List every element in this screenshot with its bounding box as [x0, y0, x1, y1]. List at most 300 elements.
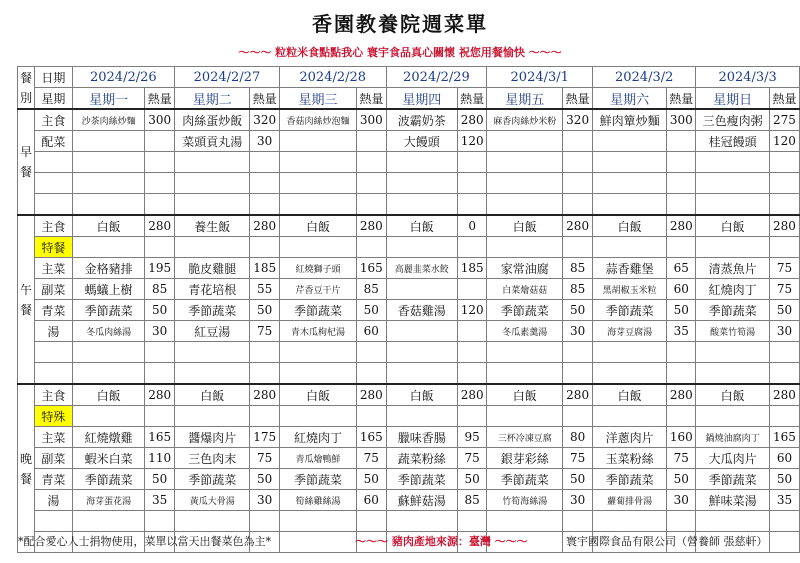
calorie-cell: 50: [145, 300, 174, 321]
dish-cell: 黑胡椒玉米粒: [593, 279, 667, 300]
empty-cell: [279, 363, 356, 385]
empty-cell: [357, 152, 386, 173]
dish-cell: 白飯: [72, 384, 145, 406]
dish-cell: 冬瓜素羹湯: [487, 321, 563, 342]
dish-cell: 白飯: [593, 215, 667, 237]
empty-cell: [696, 342, 770, 363]
dish-cell: 沙茶肉絲炒麵: [72, 109, 145, 131]
row-label: 副菜: [35, 448, 73, 469]
weekday-header: 星期三: [279, 88, 356, 110]
calorie-cell: 75: [769, 258, 799, 279]
calorie-cell: 30: [667, 490, 696, 511]
dish-cell: 紅燒肉丁: [279, 427, 356, 448]
dish-cell: 蘿蔔排骨湯: [593, 490, 667, 511]
calorie-cell: 280: [457, 384, 486, 406]
empty-cell: [457, 511, 486, 532]
calorie-cell: 300: [145, 109, 174, 131]
dish-cell: 白飯: [386, 384, 457, 406]
dish-cell: 季節蔬菜: [279, 300, 356, 321]
empty-cell: [357, 363, 386, 385]
calorie-cell: 280: [250, 215, 279, 237]
dish-cell: 脆皮雞腿: [174, 258, 250, 279]
empty-cell: [593, 194, 667, 216]
calorie-cell: [457, 321, 486, 342]
empty-cell: [593, 152, 667, 173]
empty-cell: [72, 363, 145, 385]
empty-cell: [174, 342, 250, 363]
empty-cell: [279, 152, 356, 173]
dish-cell: 季節蔬菜: [174, 469, 250, 490]
empty-cell: [563, 173, 593, 194]
empty-cell: [386, 152, 457, 173]
dish-cell: 鍋燒油腐肉丁: [696, 427, 770, 448]
empty-cell: [386, 363, 457, 385]
dish-cell: 蔬菜粉絲: [386, 448, 457, 469]
empty-cell: [563, 363, 593, 385]
table-row: [18, 406, 800, 427]
calorie-cell: 75: [563, 448, 593, 469]
dish-cell: 白飯: [487, 215, 563, 237]
calorie-cell: 175: [250, 427, 279, 448]
empty-cell: [145, 173, 174, 194]
calories-header: 熱量: [667, 88, 696, 110]
calories-header: 熱量: [250, 88, 279, 110]
empty-cell: [769, 532, 799, 553]
calorie-cell: 55: [250, 279, 279, 300]
calorie-cell: 50: [563, 469, 593, 490]
empty-cell: [487, 406, 563, 427]
calorie-cell: 85: [145, 279, 174, 300]
dish-cell: 季節蔬菜: [696, 300, 770, 321]
empty-cell: [563, 152, 593, 173]
dish-cell: 香菇雞湯: [386, 300, 457, 321]
calorie-cell: 280: [769, 384, 799, 406]
dish-cell: 季節蔬菜: [593, 300, 667, 321]
date-header: 2024/2/29: [386, 67, 487, 88]
table-row: [18, 300, 800, 321]
table-row: [18, 131, 800, 152]
calorie-cell: 60: [667, 279, 696, 300]
empty-cell: [457, 406, 486, 427]
calorie-cell: 50: [457, 469, 486, 490]
empty-cell: [696, 152, 770, 173]
empty-cell: [174, 363, 250, 385]
row-label: [35, 173, 73, 194]
special-meal-label: 特殊: [35, 406, 73, 427]
empty-cell: [563, 342, 593, 363]
calorie-cell: 280: [250, 384, 279, 406]
dish-cell: 醬爆肉片: [174, 427, 250, 448]
dish-cell: 竹筍海絲湯: [487, 490, 563, 511]
dish-cell: [593, 131, 667, 152]
empty-cell: [487, 152, 563, 173]
dish-cell: 白飯: [487, 384, 563, 406]
empty-cell: [145, 342, 174, 363]
empty-cell: [769, 173, 799, 194]
calorie-cell: 50: [769, 469, 799, 490]
empty-cell: [145, 194, 174, 216]
weekday-header: 星期一: [72, 88, 145, 110]
dish-cell: 季節蔬菜: [72, 300, 145, 321]
calorie-cell: 75: [250, 321, 279, 342]
empty-cell: [667, 173, 696, 194]
empty-cell: [250, 152, 279, 173]
meal-label-lunch: 午餐: [18, 215, 35, 384]
dish-cell: [386, 279, 457, 300]
empty-cell: [386, 173, 457, 194]
dish-cell: [279, 131, 356, 152]
empty-cell: [769, 194, 799, 216]
empty-cell: [457, 173, 486, 194]
table-row: [18, 321, 800, 342]
empty-cell: [593, 511, 667, 532]
empty-cell: [457, 342, 486, 363]
empty-cell: [357, 237, 386, 258]
empty-cell: [174, 173, 250, 194]
row-label: [35, 511, 73, 532]
dish-cell: 季節蔬菜: [72, 469, 145, 490]
calorie-cell: 75: [250, 448, 279, 469]
calorie-cell: 50: [250, 469, 279, 490]
row-label: 主菜: [35, 427, 73, 448]
calories-header: 熱量: [769, 88, 799, 110]
row-label: [35, 363, 73, 385]
table-row: [18, 448, 800, 469]
empty-cell: [72, 194, 145, 216]
weekday-header: 星期五: [487, 88, 563, 110]
dish-cell: 螞蟻上樹: [72, 279, 145, 300]
dish-cell: [386, 321, 457, 342]
empty-cell: [667, 342, 696, 363]
empty-cell: [487, 342, 563, 363]
empty-cell: [145, 363, 174, 385]
dish-cell: 季節蔬菜: [696, 469, 770, 490]
empty-cell: [563, 406, 593, 427]
empty-cell: [72, 406, 145, 427]
empty-cell: [174, 511, 250, 532]
dish-cell: 季節蔬菜: [386, 469, 457, 490]
date-header: 2024/3/3: [696, 67, 800, 88]
calorie-cell: [145, 131, 174, 152]
calorie-cell: 280: [563, 215, 593, 237]
dish-cell: [72, 131, 145, 152]
empty-cell: [279, 532, 356, 553]
calorie-cell: 50: [357, 469, 386, 490]
weekday-header: 星期六: [593, 88, 667, 110]
dish-cell: 青木瓜枸杞湯: [279, 321, 356, 342]
empty-cell: [696, 173, 770, 194]
empty-cell: [769, 152, 799, 173]
empty-cell: [593, 173, 667, 194]
empty-cell: [72, 342, 145, 363]
calorie-cell: 280: [357, 384, 386, 406]
slogan-banner: ～～～ 粒粒米食點點我心 寰宇食品真心關懷 祝您用餐愉快 ～～～: [238, 46, 562, 59]
date-label: 日期: [35, 67, 73, 88]
calorie-cell: 60: [357, 321, 386, 342]
dish-cell: [487, 131, 563, 152]
calorie-cell: 110: [145, 448, 174, 469]
empty-cell: [279, 511, 356, 532]
calorie-cell: 280: [667, 215, 696, 237]
calorie-cell: 280: [769, 215, 799, 237]
calorie-cell: 300: [357, 109, 386, 131]
table-row: [18, 173, 800, 194]
table-row: [18, 258, 800, 279]
row-label: 湯: [35, 321, 73, 342]
dish-cell: 紅燒肉丁: [696, 279, 770, 300]
menu-title: 香園教養院週菜單: [312, 12, 488, 36]
calorie-cell: 280: [563, 384, 593, 406]
empty-cell: [386, 511, 457, 532]
dish-cell: 洋蔥肉片: [593, 427, 667, 448]
calorie-cell: 165: [769, 427, 799, 448]
calorie-cell: 50: [357, 300, 386, 321]
calorie-cell: 75: [357, 448, 386, 469]
company-credit: 寰宇國際食品有限公司（營養師 張慈軒）: [566, 535, 768, 548]
empty-cell: [250, 406, 279, 427]
calorie-cell: 35: [667, 321, 696, 342]
dish-cell: 季節蔬菜: [487, 300, 563, 321]
calorie-cell: 280: [145, 384, 174, 406]
empty-cell: [279, 406, 356, 427]
empty-cell: [145, 152, 174, 173]
calorie-cell: 280: [667, 384, 696, 406]
table-row: [18, 490, 800, 511]
calorie-cell: 60: [769, 448, 799, 469]
empty-cell: [769, 363, 799, 385]
calorie-cell: 85: [357, 279, 386, 300]
calorie-cell: 165: [357, 258, 386, 279]
dish-cell: 冬瓜肉絲湯: [72, 321, 145, 342]
calorie-cell: 65: [667, 258, 696, 279]
calorie-cell: 35: [145, 490, 174, 511]
empty-cell: [593, 342, 667, 363]
empty-cell: [72, 173, 145, 194]
calorie-cell: 165: [357, 427, 386, 448]
dish-cell: 白飯: [279, 215, 356, 237]
calorie-cell: 75: [667, 448, 696, 469]
calorie-cell: 95: [457, 427, 486, 448]
empty-cell: [769, 511, 799, 532]
calorie-cell: [563, 131, 593, 152]
dish-cell: 紅燒獅子頭: [279, 258, 356, 279]
empty-cell: [487, 173, 563, 194]
table-row: [18, 469, 800, 490]
empty-cell: [279, 173, 356, 194]
date-header: 2024/3/1: [487, 67, 593, 88]
calories-header: 熱量: [357, 88, 386, 110]
empty-cell: [145, 237, 174, 258]
calorie-cell: 195: [145, 258, 174, 279]
calorie-cell: 50: [563, 300, 593, 321]
empty-cell: [72, 237, 145, 258]
empty-cell: [357, 342, 386, 363]
calorie-cell: 60: [357, 490, 386, 511]
row-label: 主食: [35, 215, 73, 237]
table-row: [18, 152, 800, 173]
calorie-cell: 30: [769, 321, 799, 342]
empty-cell: [563, 237, 593, 258]
empty-cell: [593, 363, 667, 385]
empty-cell: [250, 342, 279, 363]
empty-cell: [145, 511, 174, 532]
dish-cell: 芹香豆干片: [279, 279, 356, 300]
calorie-cell: 75: [457, 448, 486, 469]
table-row: [18, 384, 800, 406]
empty-cell: [667, 237, 696, 258]
table-row: [18, 511, 800, 532]
calorie-cell: 165: [145, 427, 174, 448]
dish-cell: 酸菜竹筍湯: [696, 321, 770, 342]
dish-cell: 白菜燴菇菇: [487, 279, 563, 300]
dish-cell: 季節蔬菜: [174, 300, 250, 321]
empty-cell: [667, 511, 696, 532]
calorie-cell: 320: [250, 109, 279, 131]
dish-cell: 麻香肉絲炒米粉: [487, 109, 563, 131]
empty-cell: [357, 194, 386, 216]
table-row: [18, 67, 800, 88]
calorie-cell: 30: [250, 131, 279, 152]
empty-cell: [696, 363, 770, 385]
table-row: [18, 88, 800, 110]
calorie-cell: 50: [667, 469, 696, 490]
empty-cell: [696, 406, 770, 427]
calorie-cell: 120: [457, 300, 486, 321]
empty-cell: [279, 194, 356, 216]
empty-cell: [457, 152, 486, 173]
empty-cell: [696, 194, 770, 216]
calorie-cell: 275: [769, 109, 799, 131]
empty-cell: [667, 363, 696, 385]
calorie-cell: 280: [457, 109, 486, 131]
empty-cell: [769, 342, 799, 363]
pork-origin-note: ～～～ 豬肉產地來源：臺灣 ～～～: [355, 535, 528, 548]
row-label: 主食: [35, 384, 73, 406]
table-row: [18, 215, 800, 237]
calorie-cell: 30: [563, 490, 593, 511]
dish-cell: 白飯: [696, 215, 770, 237]
dish-cell: 鮮肉簞炒麵: [593, 109, 667, 131]
empty-cell: [386, 406, 457, 427]
date-header: 2024/2/26: [72, 67, 174, 88]
calorie-cell: 30: [145, 321, 174, 342]
dish-cell: 蒜香雞堡: [593, 258, 667, 279]
empty-cell: [357, 511, 386, 532]
weekday-header: 星期四: [386, 88, 457, 110]
calorie-cell: 120: [769, 131, 799, 152]
dish-cell: 海芽豆腐湯: [593, 321, 667, 342]
dish-cell: 紅燒燉雞: [72, 427, 145, 448]
row-label: [35, 194, 73, 216]
calorie-cell: [457, 279, 486, 300]
calorie-cell: 185: [250, 258, 279, 279]
dish-cell: 桂冠饅頭: [696, 131, 770, 152]
row-label: 湯: [35, 490, 73, 511]
dish-cell: 白飯: [386, 215, 457, 237]
calorie-cell: 30: [563, 321, 593, 342]
empty-cell: [487, 511, 563, 532]
empty-cell: [250, 363, 279, 385]
dish-cell: 青花培根: [174, 279, 250, 300]
calorie-cell: 50: [250, 300, 279, 321]
calories-header: 熱量: [145, 88, 174, 110]
dish-cell: 鮮味菜湯: [696, 490, 770, 511]
dish-cell: 白飯: [696, 384, 770, 406]
empty-cell: [386, 194, 457, 216]
weekday-label: 星期: [35, 88, 73, 110]
calorie-cell: 85: [563, 258, 593, 279]
dish-cell: 大饅頭: [386, 131, 457, 152]
calorie-cell: [357, 131, 386, 152]
calories-header: 熱量: [457, 88, 486, 110]
empty-cell: [174, 194, 250, 216]
empty-cell: [250, 194, 279, 216]
empty-cell: [769, 237, 799, 258]
date-header: 2024/2/27: [174, 67, 279, 88]
meal-label-breakfast: 早餐: [18, 109, 35, 215]
dish-cell: 銀芽彩絲: [487, 448, 563, 469]
footer-note: *配合愛心人士捐物使用，菜單以當天出餐菜色為主*: [18, 535, 271, 548]
table-row: [18, 279, 800, 300]
empty-cell: [174, 406, 250, 427]
dish-cell: 季節蔬菜: [279, 469, 356, 490]
empty-cell: [563, 194, 593, 216]
empty-cell: [487, 363, 563, 385]
row-label: 主食: [35, 109, 73, 131]
empty-cell: [593, 237, 667, 258]
weekday-header: 星期二: [174, 88, 250, 110]
empty-cell: [667, 152, 696, 173]
calorie-cell: 50: [667, 300, 696, 321]
row-label: [35, 342, 73, 363]
empty-cell: [769, 406, 799, 427]
empty-cell: [487, 194, 563, 216]
dish-cell: 玉菜粉絲: [593, 448, 667, 469]
dish-cell: 紅豆湯: [174, 321, 250, 342]
meal-column-header: 餐別: [18, 67, 35, 110]
row-label: 主菜: [35, 258, 73, 279]
empty-cell: [72, 511, 145, 532]
dish-cell: 菜頭貢丸湯: [174, 131, 250, 152]
empty-cell: [250, 173, 279, 194]
dish-cell: 青瓜燴鴨鮮: [279, 448, 356, 469]
empty-cell: [457, 363, 486, 385]
calorie-cell: 300: [667, 109, 696, 131]
dish-cell: 三杯冷凍豆腐: [487, 427, 563, 448]
calorie-cell: [667, 131, 696, 152]
dish-cell: 季節蔬菜: [487, 469, 563, 490]
empty-cell: [593, 406, 667, 427]
dish-cell: 金格豬排: [72, 258, 145, 279]
dish-cell: 清蒸魚片: [696, 258, 770, 279]
date-header: 2024/3/2: [593, 67, 696, 88]
dish-cell: 白飯: [593, 384, 667, 406]
empty-cell: [174, 237, 250, 258]
dish-cell: 黃瓜大骨湯: [174, 490, 250, 511]
calorie-cell: 185: [457, 258, 486, 279]
dish-cell: 白飯: [279, 384, 356, 406]
date-header: 2024/2/28: [279, 67, 386, 88]
row-label: 青菜: [35, 469, 73, 490]
row-label: 配菜: [35, 131, 73, 152]
table-row: [18, 427, 800, 448]
calorie-cell: 160: [667, 427, 696, 448]
dish-cell: 白飯: [174, 384, 250, 406]
calorie-cell: 85: [563, 279, 593, 300]
empty-cell: [357, 173, 386, 194]
empty-cell: [696, 511, 770, 532]
dish-cell: 白飯: [72, 215, 145, 237]
